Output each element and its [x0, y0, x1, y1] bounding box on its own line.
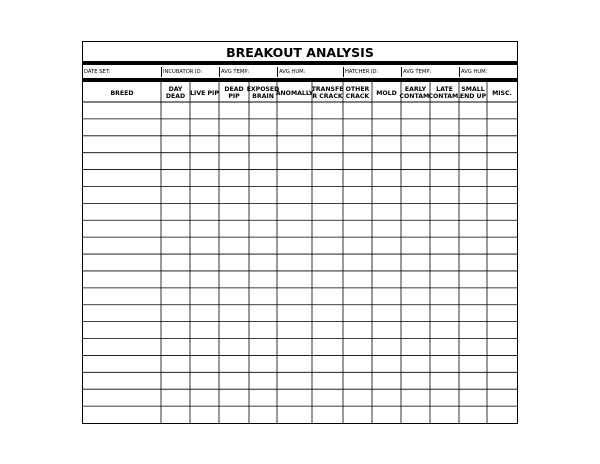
column-header-4: EXPOSED BRAIN	[246, 86, 280, 100]
column-header-5: ANOMALLY	[275, 89, 314, 97]
info-hatcher-id[interactable]: HATCHER ID:	[343, 67, 401, 77]
table-grid	[83, 42, 517, 423]
column-header-10: LATE CONTAM.	[428, 86, 461, 100]
column-header-11: SMALL END UP	[459, 86, 487, 100]
column-header-12: MISC.	[492, 89, 512, 97]
column-header-9: EARLY CONTAM.	[399, 86, 432, 100]
column-header-2: LIVE PIP	[190, 89, 219, 97]
info-avg-temp-incubator[interactable]: AVG TEMP:	[219, 67, 277, 77]
info-date-set[interactable]: DATE SET:	[84, 69, 111, 75]
breakout-analysis-form	[82, 41, 518, 424]
column-header-7: OTHER CRACK	[345, 86, 370, 100]
column-header-8: MOLD	[376, 89, 397, 97]
info-avg-hum-incubator[interactable]: AVG HUM:	[277, 67, 343, 77]
info-avg-temp-hatcher[interactable]: AVG TEMP:	[401, 67, 459, 77]
info-avg-hum-hatcher[interactable]: AVG HUM:	[459, 67, 517, 77]
column-header-3: DEAD PIP	[224, 86, 244, 100]
column-header-6: TRANSFE R CRACK	[311, 86, 344, 100]
form-title: BREAKOUT ANALYSIS	[226, 45, 374, 60]
info-incubator-id[interactable]: INCUBATOR ID:	[161, 67, 219, 77]
column-header-0: BREED	[110, 89, 134, 97]
column-header-1: DAY DEAD	[165, 86, 186, 100]
